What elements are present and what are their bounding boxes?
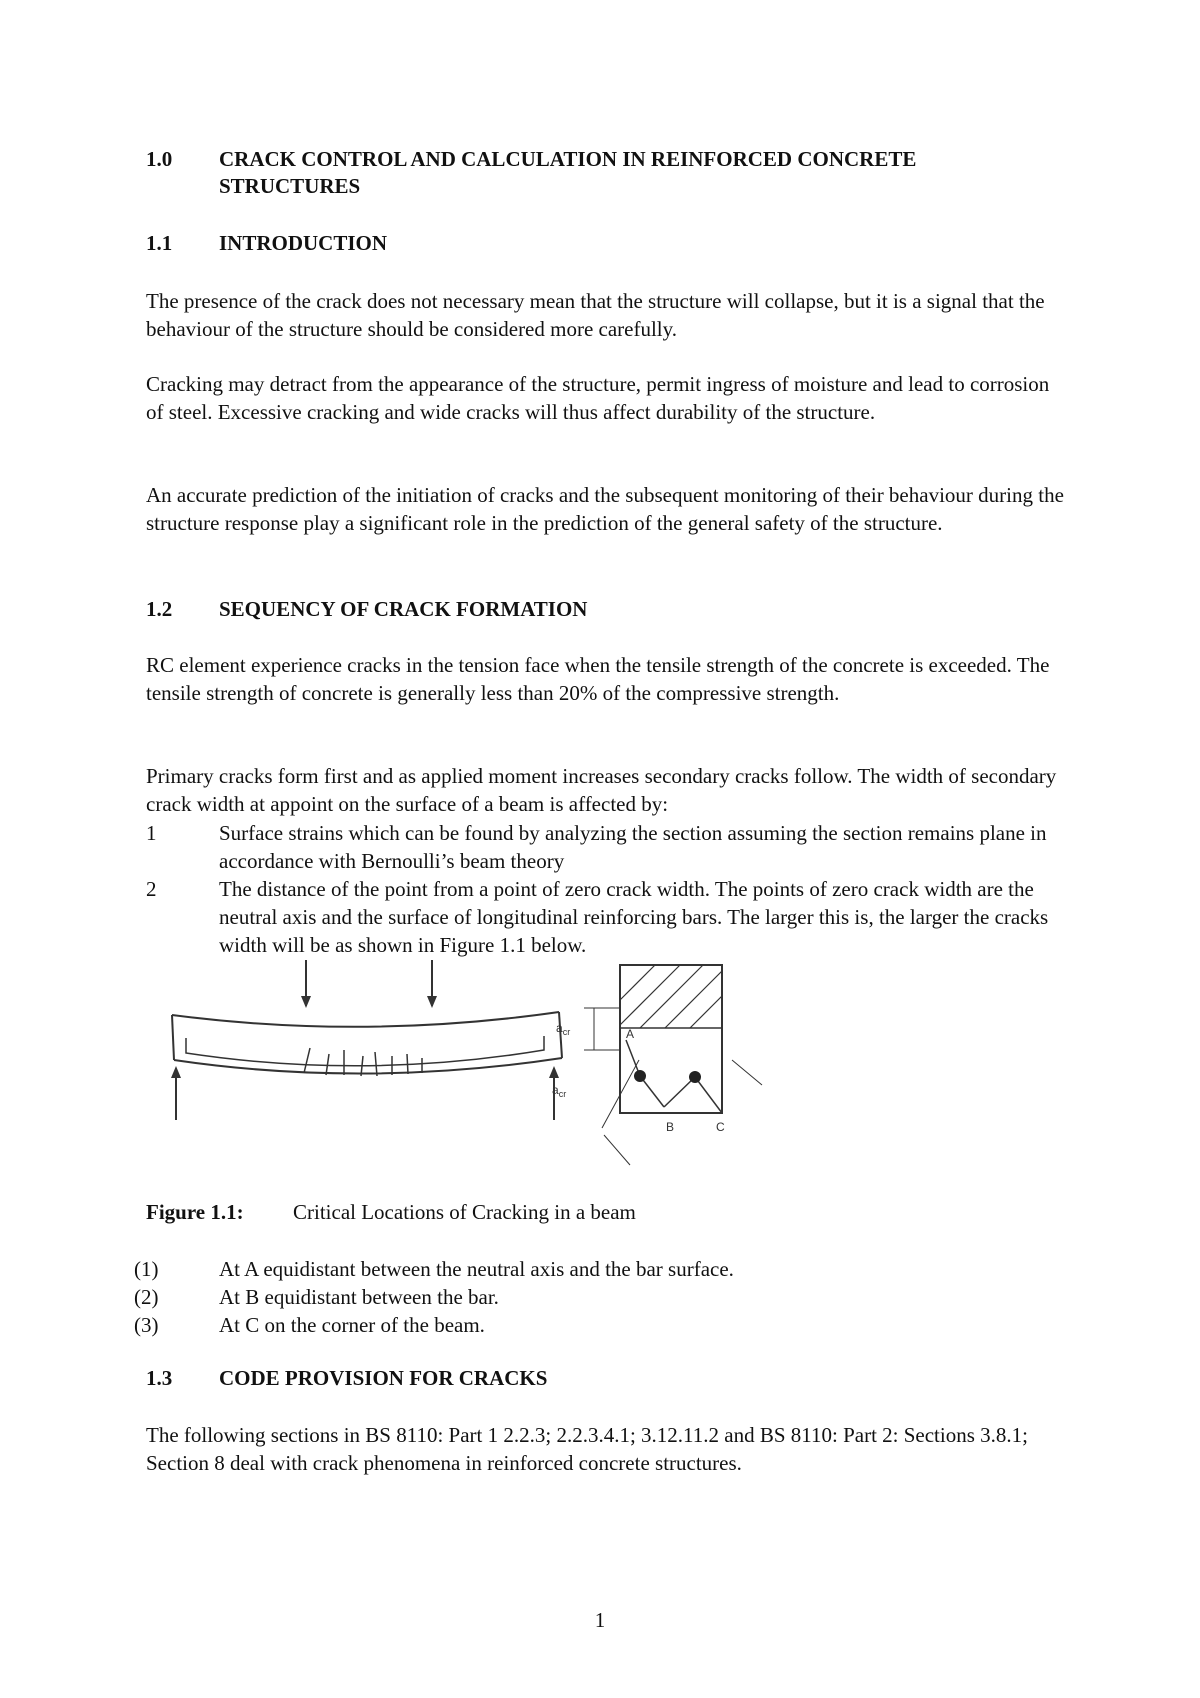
list-item-text: The distance of the point from a point of zero crack width. The points of zero crack width are the neutral axis and the surface of longitudinal reinforcing bars. The larger this is, the larger the cracks width will be as shown in Figure 1.1 below. xyxy=(219,877,1049,957)
location-number: (3) xyxy=(134,1313,159,1337)
label-c: C xyxy=(716,1120,725,1134)
list-item-number: 1 xyxy=(146,821,157,845)
section-number: 1.0 xyxy=(146,147,173,171)
list-item-text: Surface strains which can be found by analyzing the section assuming the section remains plane in accordance with Bernoulli’s beam theory xyxy=(219,821,1047,873)
crack-distance-c xyxy=(695,1077,722,1113)
figure-caption-text: Critical Locations of Cracking in a beam xyxy=(293,1200,636,1224)
section-title: CODE PROVISION FOR CRACKS xyxy=(219,1366,548,1390)
label-b: B xyxy=(666,1120,675,1134)
beam-right-end xyxy=(559,1012,562,1058)
rebar-left xyxy=(634,1070,646,1082)
crack-distance-b2 xyxy=(664,1077,695,1107)
location-text: At C on the corner of the beam. xyxy=(219,1313,485,1337)
location-number: (1) xyxy=(134,1257,159,1281)
paragraph: The following sections in BS 8110: Part 1 2.2.3; 2.2.3.4.1; 3.12.11.2 and BS 8110: Part 2: Sections 3.8.1; Section 8 deal with crack phenomena in reinforced concrete structures. xyxy=(146,1423,1028,1475)
beam-top-edge xyxy=(172,1012,559,1027)
section-number: 1.2 xyxy=(146,597,173,621)
section-title: SEQUENCY OF CRACK FORMATION xyxy=(219,597,588,621)
label-acr-top: $a_{cr}$ xyxy=(556,1021,571,1037)
paragraph: The presence of the crack does not necessary mean that the structure will collapse, but it is a signal that the behaviour of the structure should be considered more carefully. xyxy=(146,289,1045,341)
label-a: A xyxy=(626,1027,635,1041)
location-number: (2) xyxy=(134,1285,159,1309)
compression-hatch xyxy=(620,965,722,1028)
label-acr-bottom: $a_{cr}$ xyxy=(552,1083,567,1099)
page-number: 1 xyxy=(594,1608,606,1632)
section-number: 1.3 xyxy=(146,1366,173,1390)
beam-crack-figure xyxy=(164,960,864,1193)
list-item-number: 2 xyxy=(146,877,157,901)
paragraph: Cracking may detract from the appearance of the structure, permit ingress of moisture and lead to corrosion of steel. Excessive cracking and wide cracks will thus affect durability of the structure. xyxy=(146,372,1050,424)
section-outline xyxy=(620,965,722,1113)
paragraph: RC element experience cracks in the tension face when the tensile strength of the concrete is exceeded. The tensile strength of concrete is generally less than 20% of the compressive strength. xyxy=(146,653,1050,705)
location-text: At A equidistant between the neutral axis and the bar surface. xyxy=(219,1257,734,1281)
section-title: CRACK CONTROL AND CALCULATION IN REINFORCED CONCRETE STRUCTURES xyxy=(219,147,917,198)
section-title: INTRODUCTION xyxy=(219,231,388,255)
section-number: 1.1 xyxy=(146,231,173,255)
rebar-right xyxy=(689,1071,701,1083)
location-text: At B equidistant between the bar. xyxy=(219,1285,499,1309)
paragraph: Primary cracks form first and as applied moment increases secondary cracks follow. The width of secondary crack width at appoint on the surface of a beam is affected by: xyxy=(146,764,1057,816)
figure-label: Figure 1.1: xyxy=(146,1200,244,1224)
beam-reinforcement xyxy=(186,1036,544,1066)
paragraph: An accurate prediction of the initiation of cracks and the subsequent monitoring of their behaviour during the structure response play a significant role in the prediction of the general safety of the structure. xyxy=(146,483,1064,535)
beam-left-end xyxy=(172,1015,174,1060)
